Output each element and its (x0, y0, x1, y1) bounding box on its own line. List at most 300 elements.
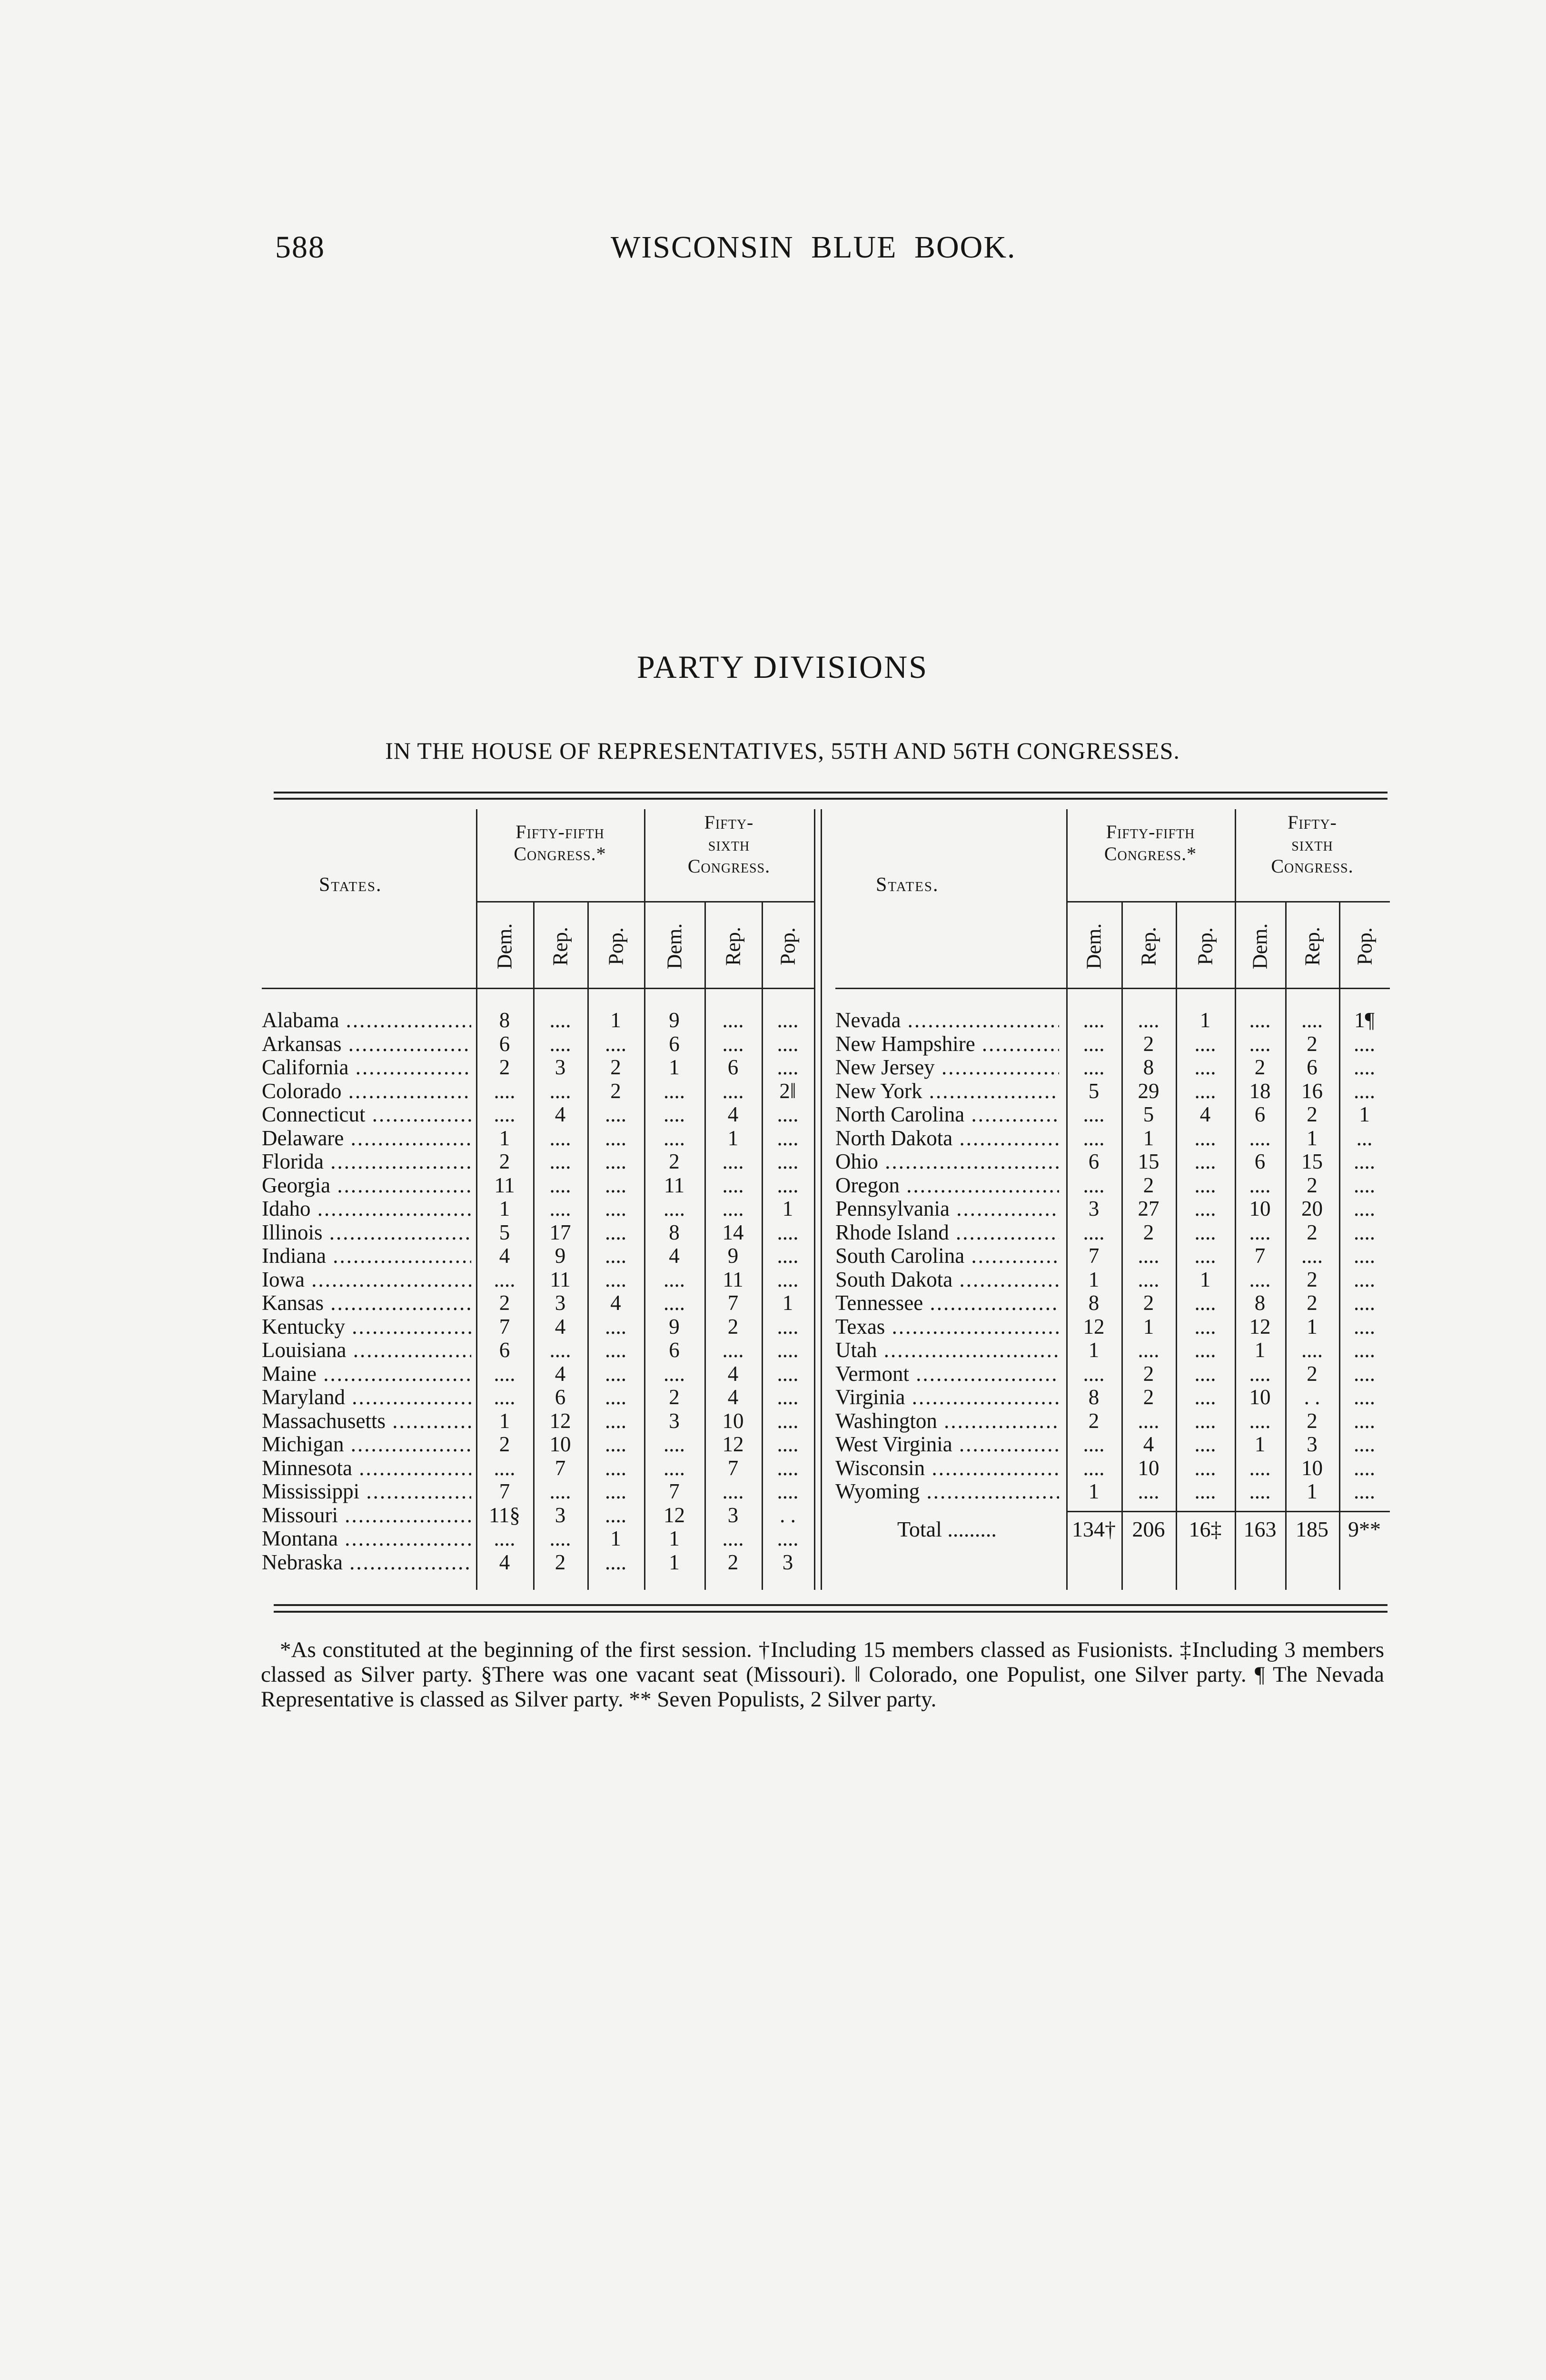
table-cell: .... (494, 1267, 515, 1291)
header-text: Fifty- (1288, 812, 1337, 833)
table-cell: 11 (723, 1267, 743, 1291)
table-top-rule (274, 792, 1387, 793)
table-cell: .... (549, 1479, 571, 1503)
table-cell: 2 (610, 1055, 621, 1079)
table-cell: 2 (1307, 1031, 1318, 1056)
table-cell: 1 (782, 1197, 793, 1220)
table-cell: 1 (1199, 1008, 1211, 1032)
subcolumn-label (719, 911, 747, 982)
table-cell: . . (1304, 1385, 1320, 1409)
table-cell: 6 (1307, 1055, 1318, 1079)
table-cell: .... (1249, 1361, 1271, 1386)
state-name: Maryland ..... (262, 1385, 471, 1409)
table-cell: 8 (1254, 1291, 1266, 1315)
table-cell: .... (605, 1244, 626, 1268)
page-number: 588 (275, 230, 325, 265)
table-cell: 3 (1088, 1197, 1100, 1220)
table-cell: 2 (727, 1550, 739, 1574)
table-cell: 1 (1254, 1338, 1266, 1362)
states-column-header: States. (319, 874, 382, 896)
table-cell: .... (1354, 1079, 1375, 1103)
table-cell: .... (605, 1456, 626, 1480)
table-cell: 1 (610, 1527, 621, 1550)
header-text: Congress.* (1104, 843, 1197, 864)
footnotes: *As constituted at the beginning of the first session. †Including 15 members classed as Fusionists. ‡Including 3 members classed as Silver party. §There was one vacant seat (Missouri). ‖ Colorado, one Populist, one Silver party. ¶ The Nevada Representative is classed as Silver party. ** Seven Populists, 2 Silver party. (261, 1637, 1384, 1712)
table-row (262, 1032, 814, 1056)
table-cell: 2 (669, 1150, 680, 1173)
table-cell: 17 (549, 1220, 571, 1244)
state-name: South Dakota ..... (835, 1268, 1059, 1291)
table-row (262, 1268, 814, 1291)
table-cell: 7 (727, 1456, 739, 1480)
state-name: New Hampshire ..... (835, 1032, 1059, 1056)
table-cell: 2 (1307, 1267, 1318, 1291)
subcolumn-label-text: Rep. (1300, 927, 1324, 966)
table-cell: .... (777, 1456, 799, 1480)
table-cell: .... (1138, 1008, 1160, 1032)
table-row (262, 1432, 814, 1456)
table-cell: .... (605, 1479, 626, 1503)
table-row (262, 1055, 814, 1079)
header-text: Congress.* (514, 843, 606, 864)
state-name: Washington ..... (835, 1409, 1059, 1433)
table-cell: 2 (499, 1432, 510, 1456)
table-cell: .... (664, 1126, 685, 1150)
table-cell: .... (1194, 1291, 1216, 1315)
table-row (835, 1244, 1390, 1268)
table-cell: 15 (1301, 1150, 1323, 1173)
table-cell: .... (1138, 1338, 1160, 1362)
state-name: West Virginia ..... (835, 1432, 1059, 1456)
states-column-header: States. (876, 874, 939, 896)
table-cell: 2‖ (779, 1079, 796, 1103)
table-row (835, 1456, 1390, 1480)
header-56th-congress (644, 812, 814, 877)
header-bottom-rule (835, 988, 1390, 989)
state-name: Illinois ..... (262, 1220, 471, 1244)
table-cell: .... (664, 1432, 685, 1456)
table-cell: 9 (727, 1244, 739, 1268)
table-cell: .... (1194, 1055, 1216, 1079)
table-cell: 2 (727, 1314, 739, 1339)
table-cell: .... (664, 1456, 685, 1480)
state-name: Texas ..... (835, 1315, 1059, 1339)
table-cell: 1 (669, 1527, 680, 1550)
table-cell: 1 (1088, 1338, 1100, 1362)
header-text: Fifty-fifth (1106, 821, 1195, 843)
subcolumn-label-text: Dem. (493, 923, 516, 970)
table-cell: 10 (1138, 1456, 1160, 1480)
subcolumn-label (1350, 911, 1379, 982)
table-cell: 2 (499, 1291, 510, 1315)
subcolumn-label-text: Dem. (663, 923, 686, 970)
table-row (835, 1291, 1390, 1315)
table-cell: .... (722, 1527, 744, 1550)
table-cell: .... (1354, 1291, 1375, 1315)
table-cell: .... (1354, 1220, 1375, 1244)
table-cell: .... (1194, 1338, 1216, 1362)
state-name: California ..... (262, 1055, 471, 1079)
table-cell: .... (722, 1150, 744, 1173)
table-cell: 4 (669, 1244, 680, 1268)
total-cell: 206 (1132, 1517, 1165, 1541)
subheader-rule (476, 901, 814, 902)
table-cell: 1 (727, 1126, 739, 1150)
table-cell: 1 (1088, 1267, 1100, 1291)
table-cell: .... (1194, 1432, 1216, 1456)
table-cell: .... (1249, 1173, 1271, 1197)
state-name: New York ..... (835, 1079, 1059, 1103)
table-cell: .... (722, 1338, 744, 1362)
table-cell: .... (777, 1031, 799, 1056)
state-name: Florida ..... (262, 1150, 471, 1173)
subcolumn-label-text: Dem. (1082, 923, 1106, 970)
table-cell: 3 (555, 1291, 566, 1315)
table-cell: 5 (499, 1220, 510, 1244)
table-cell: 11§ (489, 1503, 520, 1527)
table-cell: 1 (1254, 1432, 1266, 1456)
header-text: Congress. (687, 855, 771, 877)
table-cell: 3 (782, 1550, 793, 1574)
table-cell: 1 (782, 1291, 793, 1315)
table-cell: 2 (555, 1550, 566, 1574)
table-cell: .... (549, 1338, 571, 1362)
table-cell: .... (1249, 1220, 1271, 1244)
table-cell: .... (1083, 1173, 1105, 1197)
table-cell: 2 (1307, 1361, 1318, 1386)
subheader-rule (1066, 901, 1390, 902)
table-cell: 4 (727, 1102, 739, 1126)
table-cell: 2 (499, 1150, 510, 1173)
table-cell: 15 (1138, 1150, 1160, 1173)
table-bottom-rule (274, 1604, 1387, 1606)
table-cell: .... (1354, 1173, 1375, 1197)
table-cell: 1 (669, 1550, 680, 1574)
table-row (835, 1173, 1390, 1197)
table-cell: 11 (494, 1173, 515, 1197)
total-cell: 9** (1348, 1517, 1381, 1541)
table-cell: .... (777, 1173, 799, 1197)
table-cell: 6 (555, 1385, 566, 1409)
table-cell: 4 (1199, 1102, 1211, 1126)
table-cell: .... (1083, 1102, 1105, 1126)
subcolumn-label (1191, 911, 1219, 982)
table-cell: .... (722, 1197, 744, 1220)
table-cell: .... (494, 1527, 515, 1550)
subcolumn-label (1134, 911, 1163, 982)
table-cell: .... (777, 1385, 799, 1409)
table-cell: 16 (1301, 1079, 1323, 1103)
table-cell: .... (722, 1479, 744, 1503)
subcolumn-label (490, 911, 519, 982)
table-cell: 8 (1088, 1291, 1100, 1315)
state-name: Virginia ..... (835, 1385, 1059, 1409)
table-cell: 2 (1143, 1220, 1154, 1244)
subcolumn-label (1080, 911, 1108, 982)
header-text: Congress. (1271, 855, 1354, 877)
table-cell: 1 (1088, 1479, 1100, 1503)
table-cell: 12 (1083, 1314, 1105, 1339)
table-cell: .... (1354, 1385, 1375, 1409)
state-name: Colorado ..... (262, 1079, 471, 1103)
table-cell: 3 (727, 1503, 739, 1527)
table-cell: .... (1083, 1361, 1105, 1386)
table-cell: .... (1354, 1479, 1375, 1503)
table-cell: 14 (722, 1220, 744, 1244)
table-row (262, 1385, 814, 1409)
table-cell: .... (722, 1173, 744, 1197)
table-bottom-rule (274, 1611, 1387, 1613)
table-cell: 3 (555, 1503, 566, 1527)
table-cell: .... (1354, 1267, 1375, 1291)
table-cell: .... (1249, 1126, 1271, 1150)
header-55th-congress (476, 821, 644, 865)
table-cell: .... (605, 1267, 626, 1291)
table-row (835, 1315, 1390, 1339)
state-name: Oregon ..... (835, 1173, 1059, 1197)
table-cell: .... (777, 1267, 799, 1291)
table-cell: .... (1354, 1338, 1375, 1362)
table-cell: 7 (669, 1479, 680, 1503)
table-cell: .... (777, 1432, 799, 1456)
table-row (262, 1102, 814, 1126)
table-cell: .... (664, 1197, 685, 1220)
table-row (262, 1409, 814, 1433)
header-text: Fifty- (704, 812, 754, 833)
table-row (262, 1503, 814, 1527)
state-name: North Dakota ..... (835, 1126, 1059, 1150)
table-cell: 5 (1143, 1102, 1154, 1126)
table-cell: .... (1138, 1479, 1160, 1503)
state-name: Indiana ..... (262, 1244, 471, 1268)
table-cell: 20 (1301, 1197, 1323, 1220)
table-cell: 2 (1143, 1385, 1154, 1409)
table-row (262, 1150, 814, 1173)
state-name: Nebraska ..... (262, 1550, 471, 1574)
table-row (262, 1244, 814, 1268)
table-cell: .... (494, 1102, 515, 1126)
table-row (835, 1055, 1390, 1079)
table-cell: 2 (1307, 1173, 1318, 1197)
table-cell: 1 (499, 1197, 510, 1220)
state-name: Iowa ..... (262, 1268, 471, 1291)
table-cell: .... (1194, 1173, 1216, 1197)
table-cell: 4 (727, 1385, 739, 1409)
table-cell: .... (605, 1550, 626, 1574)
table-cell: 5 (1088, 1079, 1100, 1103)
table-cell: 1 (610, 1008, 621, 1032)
table-cell: .... (777, 1338, 799, 1362)
table-cell: .... (1083, 1055, 1105, 1079)
table-cell: 3 (1307, 1432, 1318, 1456)
table-cell: .... (1354, 1361, 1375, 1386)
table-cell: .... (1249, 1008, 1271, 1032)
table-cell: 6 (1254, 1102, 1266, 1126)
table-row (262, 1291, 814, 1315)
table-cell: .... (1249, 1479, 1271, 1503)
table-cell: 10 (722, 1408, 744, 1433)
column-rule (814, 809, 815, 1590)
table-row (262, 1126, 814, 1150)
table-top-rule (274, 798, 1387, 800)
table-cell: .... (494, 1456, 515, 1480)
subcolumn-label-text: Pop. (776, 927, 800, 965)
table-cell: 4 (499, 1550, 510, 1574)
table-cell: .... (1354, 1456, 1375, 1480)
table-cell: .... (777, 1220, 799, 1244)
table-cell: 2 (1143, 1361, 1154, 1386)
table-cell: .... (1194, 1456, 1216, 1480)
table-cell: .... (605, 1385, 626, 1409)
table-cell: .... (605, 1314, 626, 1339)
table-cell: .... (664, 1361, 685, 1386)
table-cell: .... (1194, 1479, 1216, 1503)
table-cell: 10 (1249, 1385, 1271, 1409)
table-cell: 4 (555, 1361, 566, 1386)
table-row (835, 1409, 1390, 1433)
subcolumn-label (1246, 911, 1274, 982)
table-cell: .... (549, 1173, 571, 1197)
table-cell: .... (549, 1126, 571, 1150)
table-cell: .... (1194, 1150, 1216, 1173)
table-cell: 11 (550, 1267, 571, 1291)
table-row (262, 1008, 814, 1032)
table-cell: 2 (1307, 1102, 1318, 1126)
table-cell: .... (605, 1150, 626, 1173)
table-cell: 4 (1143, 1432, 1154, 1456)
table-cell: 2 (1307, 1408, 1318, 1433)
table-cell: .... (605, 1197, 626, 1220)
state-name: Georgia ..... (262, 1173, 471, 1197)
table-cell: 7 (499, 1479, 510, 1503)
table-cell: .... (1083, 1008, 1105, 1032)
table-cell: .... (1301, 1008, 1323, 1032)
subcolumn-label (546, 911, 575, 982)
table-cell: 6 (669, 1031, 680, 1056)
page-title: PARTY DIVISIONS (636, 649, 929, 685)
table-row (835, 1479, 1390, 1503)
table-cell: 2 (1307, 1220, 1318, 1244)
table-cell: .... (777, 1102, 799, 1126)
table-cell: 12 (664, 1503, 685, 1527)
subcolumn-label (1298, 911, 1327, 982)
table-cell: 7 (1088, 1244, 1100, 1268)
table-cell: .... (722, 1031, 744, 1056)
table-cell: .... (549, 1197, 571, 1220)
header-text: Fifty-fifth (515, 821, 605, 843)
table-cell: .... (549, 1150, 571, 1173)
header-text: sixth (708, 833, 750, 855)
state-name: Montana ..... (262, 1527, 471, 1550)
state-name: Pennsylvania ..... (835, 1197, 1059, 1220)
table-cell: .... (1194, 1031, 1216, 1056)
table-cell: .... (605, 1126, 626, 1150)
header-55th-congress (1066, 821, 1235, 865)
table-row (835, 1268, 1390, 1291)
table-cell: .... (1301, 1244, 1323, 1268)
table-cell: 1 (669, 1055, 680, 1079)
table-row (262, 1220, 814, 1244)
table-cell: .... (549, 1079, 571, 1103)
table-cell: .... (722, 1008, 744, 1032)
table-cell: 12 (549, 1408, 571, 1433)
table-cell: .... (777, 1126, 799, 1150)
table-row (835, 1126, 1390, 1150)
table-cell: .... (722, 1079, 744, 1103)
subcolumn-label-text: Rep. (548, 927, 572, 966)
state-name: Tennessee ..... (835, 1291, 1059, 1315)
table-cell: 8 (499, 1008, 510, 1032)
subcolumn-label-text: Pop. (1193, 927, 1217, 965)
table-cell: .... (1083, 1432, 1105, 1456)
table-row (262, 1173, 814, 1197)
table-cell: 11 (664, 1173, 685, 1197)
table-row (835, 1102, 1390, 1126)
table-cell: 8 (1143, 1055, 1154, 1079)
table-cell: 2 (1143, 1291, 1154, 1315)
table-cell: 8 (669, 1220, 680, 1244)
table-cell: .... (494, 1079, 515, 1103)
state-name: Wisconsin ..... (835, 1456, 1059, 1480)
total-cell: 185 (1296, 1517, 1328, 1541)
table-cell: 6 (1254, 1150, 1266, 1173)
table-cell: 4 (499, 1244, 510, 1268)
table-cell: 1 (1307, 1479, 1318, 1503)
table-cell: 4 (555, 1314, 566, 1339)
table-cell: 2 (1088, 1408, 1100, 1433)
state-name: Wyoming ..... (835, 1479, 1059, 1503)
table-row (262, 1315, 814, 1339)
table-cell: 4 (727, 1361, 739, 1386)
table-cell: .... (777, 1527, 799, 1550)
state-name: Nevada ..... (835, 1008, 1059, 1032)
table-cell: .... (1194, 1126, 1216, 1150)
table-cell: .... (1138, 1267, 1160, 1291)
table-row (835, 1197, 1390, 1220)
table-cell: 6 (499, 1031, 510, 1056)
table-cell: 2 (499, 1055, 510, 1079)
table-cell: .... (1083, 1220, 1105, 1244)
table-cell: .... (1194, 1361, 1216, 1386)
table-cell: .... (1083, 1456, 1105, 1480)
table-cell: .... (664, 1291, 685, 1315)
table-cell: .... (777, 1361, 799, 1386)
page-subtitle: IN THE HOUSE OF REPRESENTATIVES, 55TH AND 56TH CONGRESSES. (385, 737, 1180, 764)
table-cell: 9 (669, 1314, 680, 1339)
table-cell: .... (1194, 1079, 1216, 1103)
table-cell: .... (1354, 1314, 1375, 1339)
table-cell: 6 (669, 1338, 680, 1362)
table-cell: .... (664, 1267, 685, 1291)
state-name: New Jersey ..... (835, 1055, 1059, 1079)
book-title: WISCONSIN BLUE BOOK. (611, 230, 1016, 265)
state-name: Minnesota ..... (262, 1456, 471, 1480)
table-cell: 10 (549, 1432, 571, 1456)
table-cell: 2 (1143, 1031, 1154, 1056)
table-cell: 9 (669, 1008, 680, 1032)
table-cell: .... (605, 1102, 626, 1126)
table-cell: .... (664, 1102, 685, 1126)
table-cell: .... (1354, 1432, 1375, 1456)
table-cell: 1 (1359, 1102, 1370, 1126)
table-row (835, 1362, 1390, 1386)
state-name: Idaho ..... (262, 1197, 471, 1220)
state-name: Kansas ..... (262, 1291, 471, 1315)
table-cell: 4 (610, 1291, 621, 1315)
table-cell: 2 (1307, 1291, 1318, 1315)
state-name: Kentucky ..... (262, 1315, 471, 1339)
table-cell: 2 (669, 1385, 680, 1409)
